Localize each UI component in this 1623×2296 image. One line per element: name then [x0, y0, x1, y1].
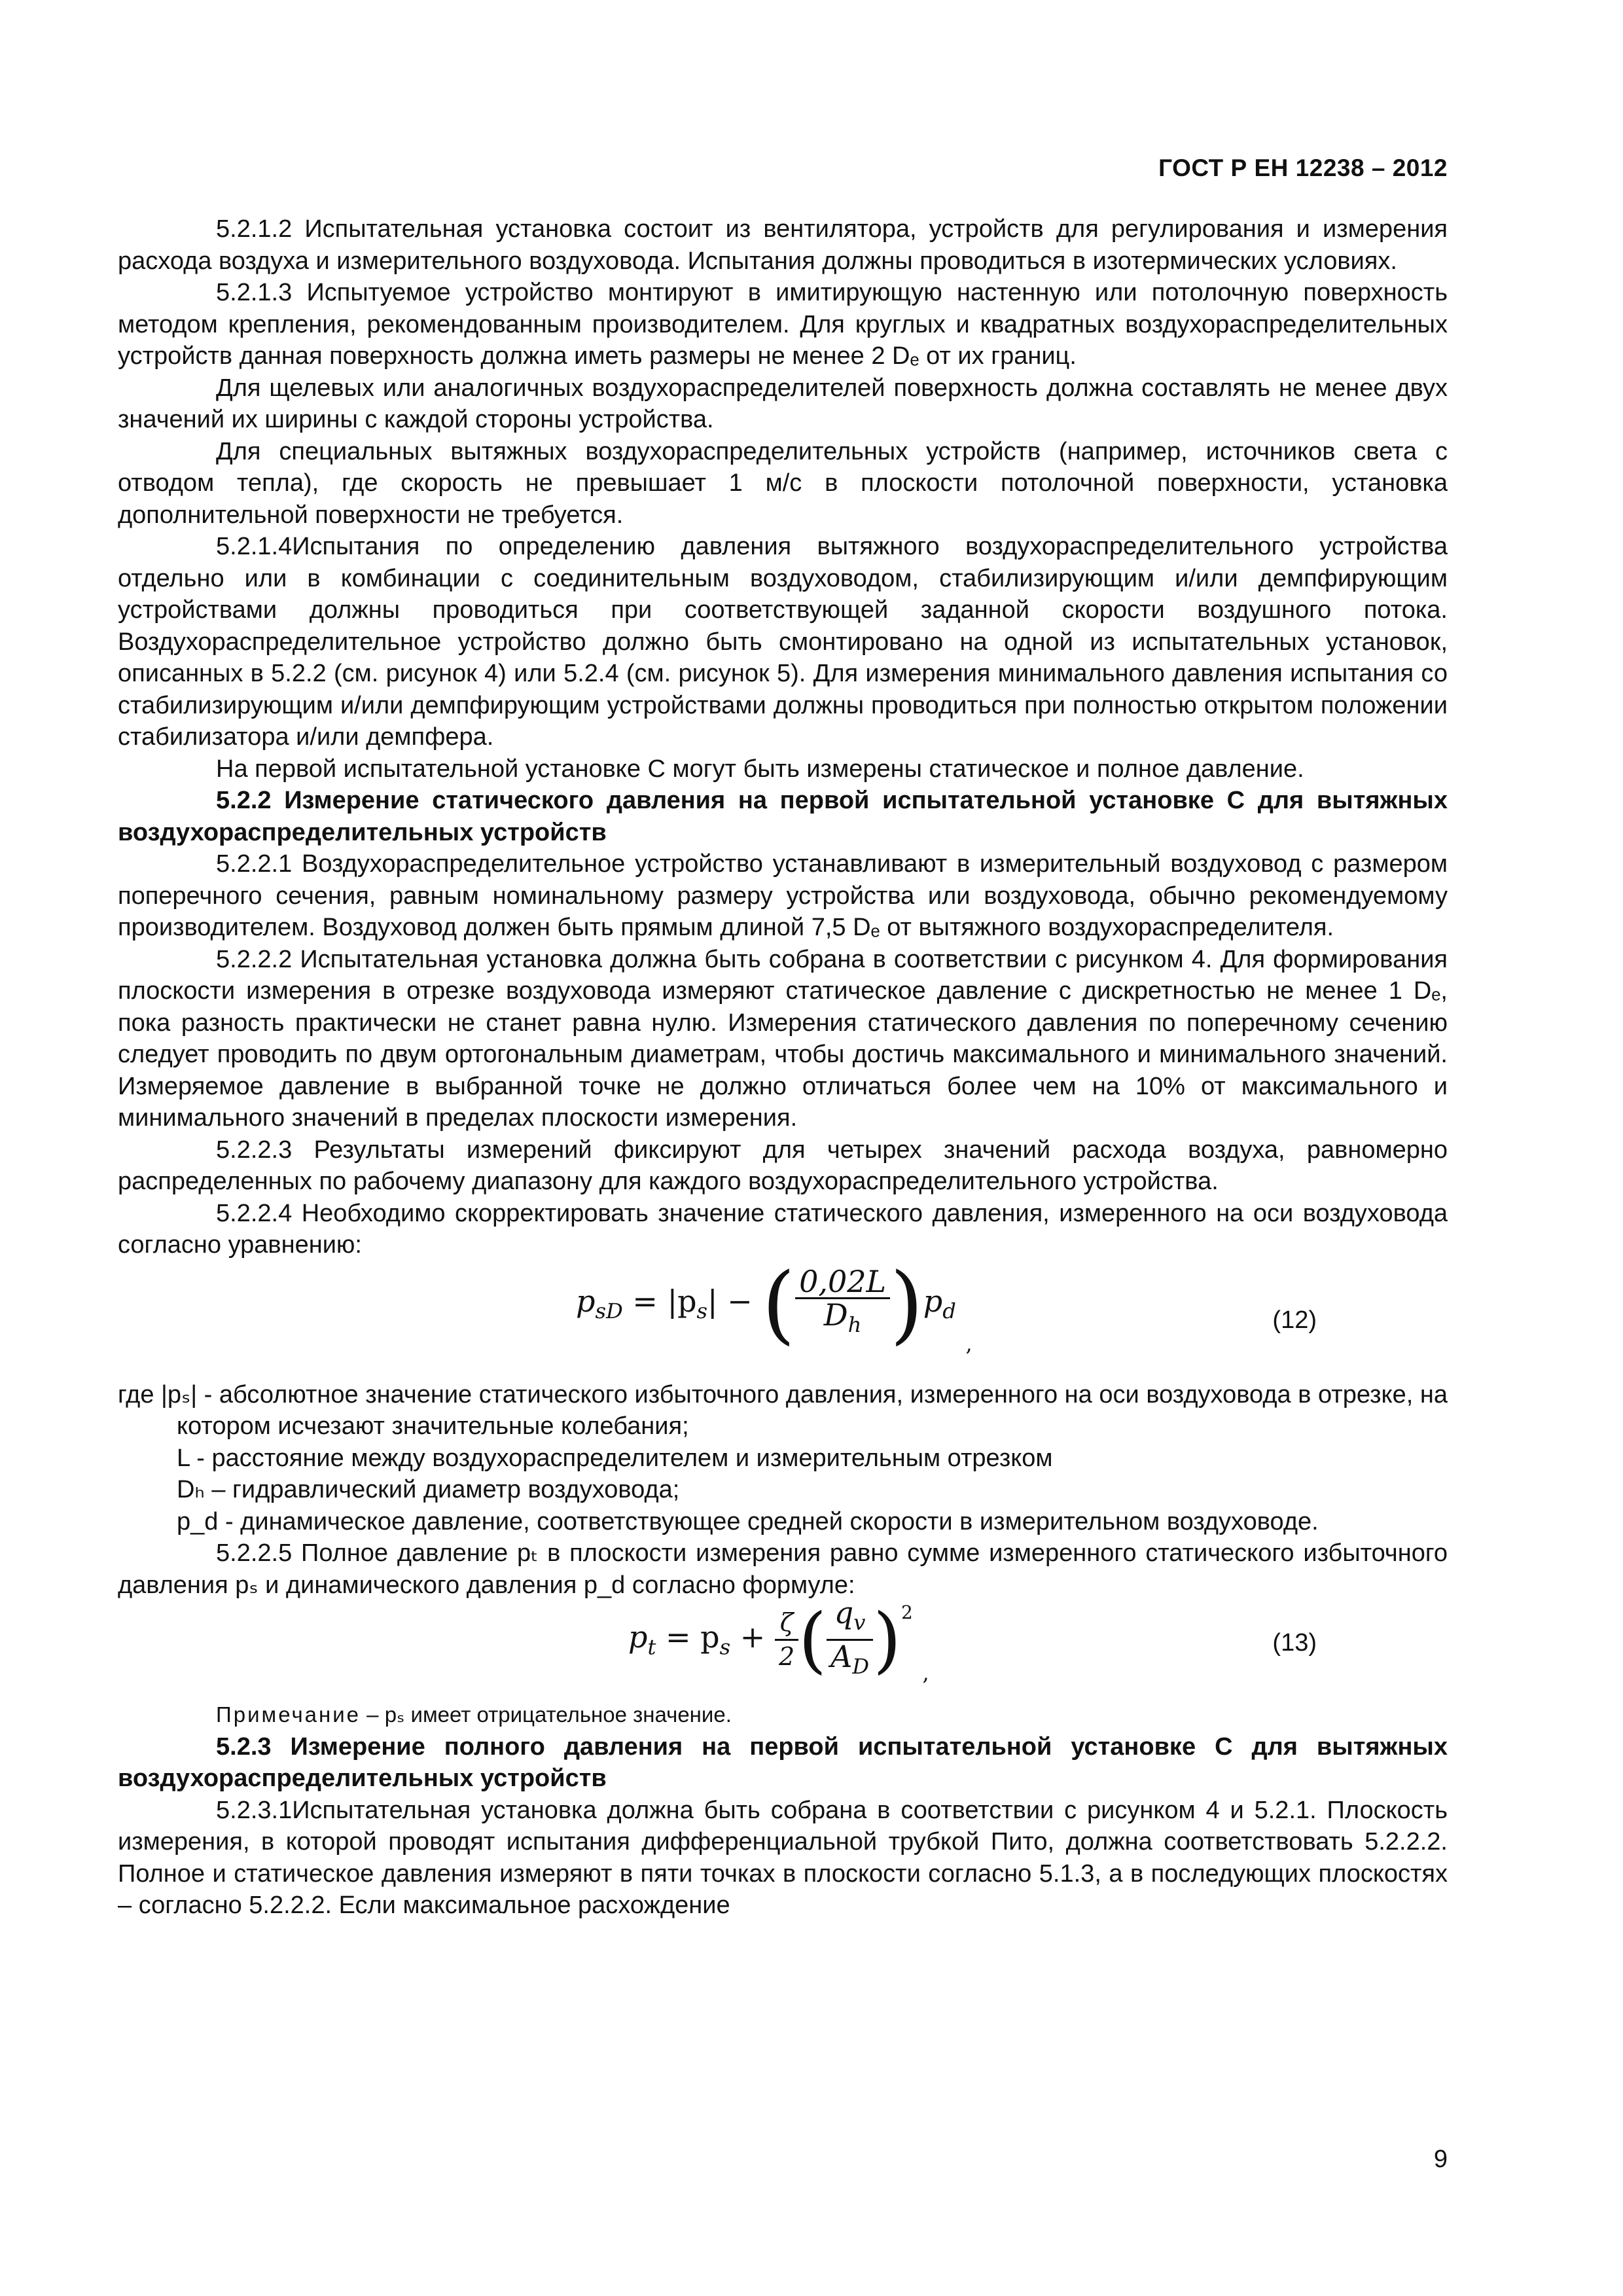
document-header: ГОСТ Р ЕН 12238 – 2012 [1158, 154, 1448, 181]
paragraph: 5.2.2.3 Результаты измерений фиксируют для четырех значений расхода воздуха, равномерно распределенных по рабочему диапазону для каждого воздухораспределительного устройства. [118, 1136, 1448, 1195]
note-text: – pₛ имеет отрицательное значение. [361, 1702, 732, 1727]
paragraph: 5.2.2.5 Полное давление pₜ в плоскости измерения равно сумме измеренного статического избыточного давления pₛ и динамического давления p_d согласно формуле: [118, 1539, 1448, 1599]
section-heading: 5.2.3 Измерение полного давления на первой испытательной установке С для вытяжных воздухораспределительных устройств [118, 1732, 1448, 1792]
equation-13-number: (13) [1272, 1629, 1317, 1657]
equation-13 [118, 1595, 1448, 1699]
document-body [118, 213, 1448, 1922]
paragraph: 5.2.2.4 Необходимо скорректировать значение статического давления, измеренного на оси воздуховода согласно уравнению: [118, 1199, 1448, 1259]
equation-13-formula: $p_t = p_s$ + $\frac{\zeta}{2}$ ( $\frac{q_v}{A_D}$ )$^2$ $_,$ [628, 1595, 929, 1686]
page-number: 9 [1433, 2145, 1448, 2173]
paragraph: 5.2.1.4Испытания по определению давления вытяжного воздухораспределительного устройства отдельно или в комбинации с соединительным воздуховодом, стабилизирующим и/или демпфирующим устройствами должны проводиться при соответствующей заданной скорости воздушного потока. Воздухораспределительное устройство должно быть смонтировано на одной из испытательных установок, описанных в 5.2.2 (см. рисунок 4) или 5.2.4 (см. рисунок 5). Для измерения минимального давления испытания со стабилизирующим и/или демпфирующим устройствами должны проводиться при полностью открытом положении стабилизатора и/или демпфера. [118, 533, 1448, 751]
paragraph: 5.2.1.2 Испытательная установка состоит из вентилятора, устройств для регулирования и измерения расхода воздуха и измерительного воздуховода. Испытания должны проводиться в изотермических условиях. [118, 215, 1448, 275]
paragraph: 5.2.2.2 Испытательная установка должна быть собрана в соответствии с рисунком 4. Для формирования плоскости измерения в отрезке воздуховода измеряют статическое давление с дискретностью не менее 1 Dₑ, пока разность практически не станет равна нулю. Измерения статического давления по поперечному сечению следует проводить по двум ортогональным диаметрам, чтобы достичь максимального и минимального значений. Измеряемое давление в выбранной точке не должно отличаться более чем на 10% от максимального и минимального значений в пределах плоскости измерения. [118, 945, 1448, 1132]
paragraph: 5.2.3.1Испытательная установка должна быть собрана в соответствии с рисунком 4 и 5.2.1. Плоскость измерения, в которой проводят испытания дифференциальной трубкой Пито, должна соответствовать 5.2.2.2. Полное и статическое давления измеряют в пяти точках в плоскости согласно 5.1.3, а в последующих плоскостях – согласно 5.2.2.2. Если максимальное расхождение [118, 1796, 1448, 1919]
equation-12-number: (12) [1272, 1306, 1317, 1334]
equation-12 [118, 1253, 1448, 1379]
note-label: Примечание [216, 1702, 361, 1727]
paragraph: Для специальных вытяжных воздухораспределительных устройств (например, источников света с отводом тепла), где скорость не превышает 1 м/с в плоскости потолочной поверхности, установка дополнительной поверхности не требуется. [118, 437, 1448, 529]
paragraph: На первой испытательной установке С могут быть измерены статическое и полное давление. [216, 755, 1304, 783]
paragraph: Для щелевых или аналогичных воздухораспределителей поверхность должна составлять не менее двух значений их ширины с каждой стороны устройства. [118, 374, 1448, 433]
legend-item: где |pₛ| - абсолютное значение статического избыточного давления, измеренного на оси воздуховода в отрезке, на котором исчезают значительные колебания; [118, 1380, 1448, 1440]
legend-item: p_d - динамическое давление, соответствующее средней скорости в измерительном воздуховоде. [177, 1507, 1319, 1535]
paragraph: 5.2.1.3 Испытуемое устройство монтируют в имитирующую настенную или потолочную поверхность методом крепления, рекомендованным производителем. Для круглых и квадратных воздухораспределительных устройств данная поверхность должна иметь размеры не менее 2 Dₑ от их границ. [118, 279, 1448, 370]
section-heading: 5.2.2 Измерение статического давления на первой испытательной установке С для вытяжных воздухораспределительных устройств [118, 787, 1448, 846]
paragraph: 5.2.2.1 Воздухораспределительное устройство устанавливают в измерительный воздуховод с размером поперечного сечения, равным номинальному размеру устройства или воздуховода, обычно рекомендуемому производителем. Воздуховод должен быть прямым длиной 7,5 Dₑ от вытяжного воздухораспределителя. [118, 850, 1448, 941]
equation-12-formula: $p_{sD} = |p_s|$ − ( $\frac{0,02L}{D_h}$ )$p_d$ $_,$ [576, 1253, 972, 1356]
note [118, 1699, 1448, 1731]
legend-item: Dₕ – гидравлический диаметр воздуховода; [177, 1476, 680, 1503]
legend-item: L - расстояние между воздухораспределителем и измерительным отрезком [177, 1444, 1053, 1472]
